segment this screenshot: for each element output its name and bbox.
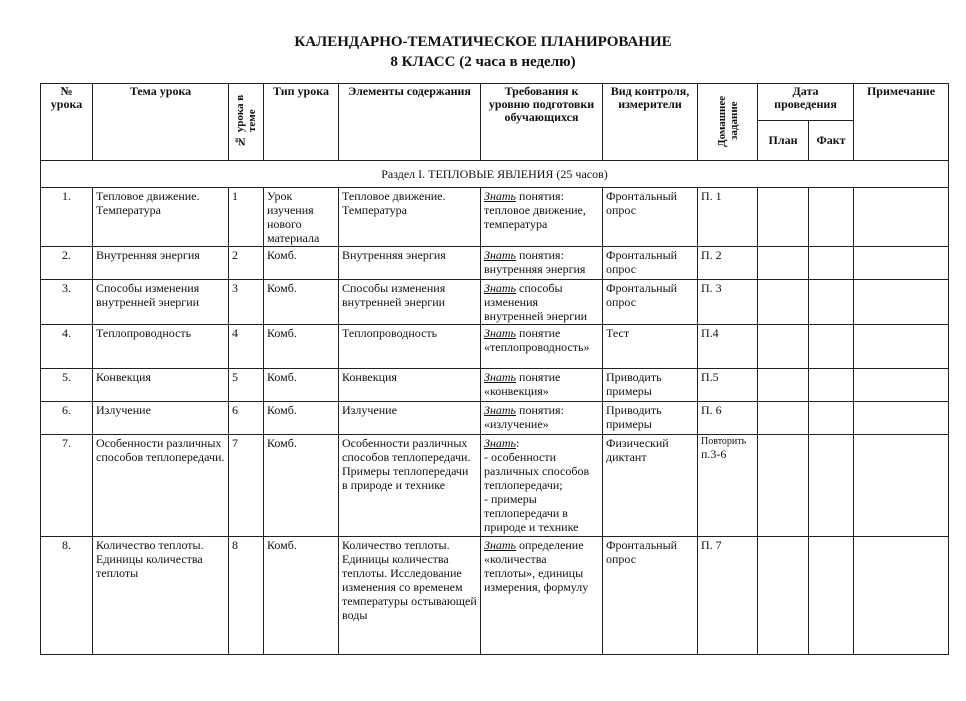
row-number: 7. <box>41 435 93 537</box>
row-note <box>854 402 949 435</box>
row-note <box>854 325 949 369</box>
row-control: Фронтальный опрос <box>603 188 698 247</box>
row-fact <box>809 369 854 402</box>
row-requirements <box>481 325 603 369</box>
planning-table <box>40 83 949 655</box>
row-fact <box>809 280 854 325</box>
row-elements: Тепловое движение. Температура <box>339 188 481 247</box>
row-note <box>854 280 949 325</box>
requirement-verb: Знать <box>484 538 517 552</box>
row-homework: П.4 <box>698 325 758 369</box>
table-row <box>41 280 949 325</box>
row-requirements <box>481 435 603 537</box>
row-number-in-theme: 8 <box>229 537 264 655</box>
row-requirements <box>481 537 603 655</box>
homework-value: п.3-6 <box>701 447 727 461</box>
header-row <box>41 84 949 121</box>
table-row <box>41 188 949 247</box>
table-row <box>41 435 949 537</box>
row-type: Комб. <box>264 435 339 537</box>
row-number-in-theme: 5 <box>229 369 264 402</box>
requirement-text: определение «количества теплоты», единицы измерения, формулу <box>484 538 589 594</box>
header-homework: Домашнее задание <box>715 95 740 147</box>
row-type: Комб. <box>264 325 339 369</box>
row-elements: Количество теплоты. Единицы количества теплоты. Исследование изменения со временем температуры остывающей воды <box>339 537 481 655</box>
requirement-verb: Знать <box>484 248 517 262</box>
row-number: 6. <box>41 402 93 435</box>
row-number-in-theme: 7 <box>229 435 264 537</box>
row-homework: П. 1 <box>698 188 758 247</box>
table-row <box>41 325 949 369</box>
header-requirements: Требования к уровню подготовки обучающихся <box>481 84 603 161</box>
requirement-verb: Знать <box>484 436 517 450</box>
requirement-verb: Знать <box>484 403 517 417</box>
header-number-in-theme-cell <box>229 84 264 161</box>
row-topic: Теплопроводность <box>93 325 229 369</box>
header-lesson-number: № урока <box>41 84 93 161</box>
row-number: 8. <box>41 537 93 655</box>
row-type: Урок изучения нового материала <box>264 188 339 247</box>
row-type: Комб. <box>264 247 339 280</box>
requirement-verb: Знать <box>484 370 517 384</box>
section-title: Раздел I. ТЕПЛОВЫЕ ЯВЛЕНИЯ (25 часов) <box>41 161 949 188</box>
header-control: Вид контроля, измерители <box>603 84 698 161</box>
row-control: Приводить примеры <box>603 402 698 435</box>
row-plan <box>758 435 809 537</box>
row-type: Комб. <box>264 537 339 655</box>
row-fact <box>809 188 854 247</box>
row-note <box>854 247 949 280</box>
requirement-verb: Знать <box>484 281 517 295</box>
requirement-text: способы изменения внутренней энергии <box>484 281 588 323</box>
section-row <box>41 161 949 188</box>
row-fact <box>809 247 854 280</box>
header-date: Дата проведения <box>758 84 854 121</box>
requirement-text: понятия: внутренняя энергия <box>484 248 586 276</box>
row-homework: П.5 <box>698 369 758 402</box>
header-elements: Элементы содержания <box>339 84 481 161</box>
row-control: Приводить примеры <box>603 369 698 402</box>
row-elements: Особенности различных способов теплопередачи. Примеры теплопередачи в природе и технике <box>339 435 481 537</box>
row-elements: Способы изменения внутренней энергии <box>339 280 481 325</box>
homework-repeat-label: Повторить <box>701 436 747 447</box>
row-requirements <box>481 369 603 402</box>
row-control: Тест <box>603 325 698 369</box>
requirement-verb: Знать <box>484 189 517 203</box>
row-number: 3. <box>41 280 93 325</box>
row-homework: П. 7 <box>698 537 758 655</box>
row-homework: П. 3 <box>698 280 758 325</box>
row-note <box>854 537 949 655</box>
header-number-in-theme: № урока в теме <box>234 94 258 148</box>
row-number-in-theme: 4 <box>229 325 264 369</box>
requirement-text: : - особенности различных способов теплопередачи; - примеры теплопередачи в природе и технике <box>484 436 590 534</box>
row-homework <box>698 435 758 537</box>
row-topic: Излучение <box>93 402 229 435</box>
row-requirements <box>481 280 603 325</box>
row-plan <box>758 537 809 655</box>
row-fact <box>809 325 854 369</box>
row-homework: П. 2 <box>698 247 758 280</box>
row-plan <box>758 188 809 247</box>
row-topic: Конвекция <box>93 369 229 402</box>
row-number-in-theme: 3 <box>229 280 264 325</box>
row-requirements <box>481 247 603 280</box>
row-requirements <box>481 188 603 247</box>
requirement-text: понятие «теплопроводность» <box>484 326 590 354</box>
row-topic: Особенности различных способов теплопередачи. <box>93 435 229 537</box>
row-elements: Внутренняя энергия <box>339 247 481 280</box>
table-row <box>41 402 949 435</box>
header-homework-cell <box>698 84 758 161</box>
row-number: 5. <box>41 369 93 402</box>
row-note <box>854 188 949 247</box>
row-type: Комб. <box>264 369 339 402</box>
requirement-verb: Знать <box>484 326 517 340</box>
row-plan <box>758 280 809 325</box>
row-note <box>854 435 949 537</box>
row-topic: Внутренняя энергия <box>93 247 229 280</box>
row-homework: П. 6 <box>698 402 758 435</box>
row-requirements <box>481 402 603 435</box>
row-note <box>854 369 949 402</box>
row-type: Комб. <box>264 280 339 325</box>
row-control: Фронтальный опрос <box>603 537 698 655</box>
row-type: Комб. <box>264 402 339 435</box>
document-title: КАЛЕНДАРНО-ТЕМАТИЧЕСКОЕ ПЛАНИРОВАНИЕ <box>294 34 672 50</box>
table-row <box>41 369 949 402</box>
row-fact <box>809 402 854 435</box>
row-fact <box>809 537 854 655</box>
table-row <box>41 247 949 280</box>
requirement-text: понятия: тепловое движение, температура <box>484 189 586 231</box>
row-control: Фронтальный опрос <box>603 247 698 280</box>
requirement-text: понятие «конвекция» <box>484 370 561 398</box>
row-fact <box>809 435 854 537</box>
header-fact: Факт <box>809 121 854 161</box>
row-topic: Тепловое движение. Температура <box>93 188 229 247</box>
row-topic: Способы изменения внутренней энергии <box>93 280 229 325</box>
row-plan <box>758 247 809 280</box>
row-elements: Конвекция <box>339 369 481 402</box>
row-plan <box>758 369 809 402</box>
row-number-in-theme: 2 <box>229 247 264 280</box>
row-number: 4. <box>41 325 93 369</box>
header-note: Примечание <box>854 84 949 161</box>
row-plan <box>758 402 809 435</box>
row-number: 1. <box>41 188 93 247</box>
row-number-in-theme: 1 <box>229 188 264 247</box>
header-topic: Тема урока <box>93 84 229 161</box>
row-elements: Теплопроводность <box>339 325 481 369</box>
requirement-text: понятия: «излучение» <box>484 403 564 431</box>
row-control: Физический диктант <box>603 435 698 537</box>
table-row <box>41 537 949 655</box>
row-control: Фронтальный опрос <box>603 280 698 325</box>
row-topic: Количество теплоты. Единицы количества теплоты <box>93 537 229 655</box>
header-type: Тип урока <box>264 84 339 161</box>
row-elements: Излучение <box>339 402 481 435</box>
header-plan: План <box>758 121 809 161</box>
row-number-in-theme: 6 <box>229 402 264 435</box>
document-subtitle: 8 КЛАСС (2 часа в неделю) <box>390 54 576 70</box>
row-plan <box>758 325 809 369</box>
row-number: 2. <box>41 247 93 280</box>
